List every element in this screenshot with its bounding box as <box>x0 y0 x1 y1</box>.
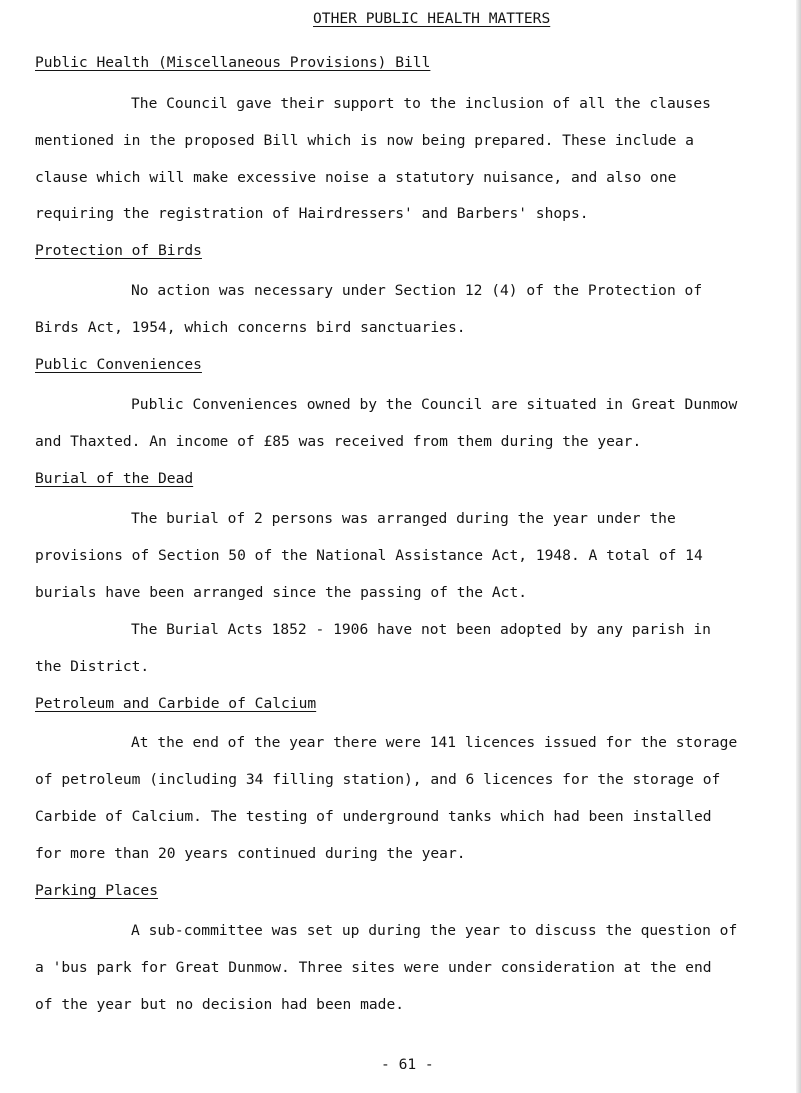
paragraph-line: At the end of the year there were 141 licences issued for the storage <box>131 734 738 751</box>
paragraph-line: A sub-committee was set up during the year to discuss the question of <box>131 922 738 939</box>
page-title: OTHER PUBLIC HEALTH MATTERS <box>313 10 551 27</box>
paragraph-line: The Burial Acts 1852 - 1906 have not been adopted by any parish in <box>131 621 711 638</box>
paragraph-line: Public Conveniences owned by the Council are situated in Great Dunmow <box>131 396 738 413</box>
section-heading-public-conveniences: Public Conveniences <box>35 356 202 373</box>
paragraph-line: The burial of 2 persons was arranged during the year under the <box>131 510 676 527</box>
paragraph-line: a 'bus park for Great Dunmow. Three sites were under consideration at the end <box>35 959 712 976</box>
page-number: - 61 - <box>381 1056 434 1073</box>
section-heading-parking-places: Parking Places <box>35 882 159 899</box>
section-heading-protection-of-birds: Protection of Birds <box>35 242 202 259</box>
paragraph-line: Carbide of Calcium. The testing of underground tanks which had been installed <box>35 808 712 825</box>
section-heading-petroleum-and-carbide: Petroleum and Carbide of Calcium <box>35 695 317 712</box>
section-heading-public-health-bill: Public Health (Miscellaneous Provisions) Bill <box>35 54 431 71</box>
paragraph-line: and Thaxted. An income of £85 was received from them during the year. <box>35 433 642 450</box>
paragraph-line: The Council gave their support to the inclusion of all the clauses <box>131 95 711 112</box>
paragraph-line: of the year but no decision had been made. <box>35 996 405 1013</box>
paragraph-line: clause which will make excessive noise a statutory nuisance, and also one <box>35 169 677 186</box>
paragraph-line: No action was necessary under Section 12 (4) of the Protection of <box>131 282 703 299</box>
paragraph-line: requiring the registration of Hairdressers' and Barbers' shops. <box>35 205 589 222</box>
paragraph-line: provisions of Section 50 of the National Assistance Act, 1948. A total of 14 <box>35 547 703 564</box>
paragraph-line: for more than 20 years continued during the year. <box>35 845 466 862</box>
paragraph-line: mentioned in the proposed Bill which is now being prepared. These include a <box>35 132 694 149</box>
paragraph-line: the District. <box>35 658 150 675</box>
scan-edge <box>796 0 801 1093</box>
paragraph-line: burials have been arranged since the passing of the Act. <box>35 584 528 601</box>
paragraph-line: of petroleum (including 34 filling station), and 6 licences for the storage of <box>35 771 721 788</box>
paragraph-line: Birds Act, 1954, which concerns bird sanctuaries. <box>35 319 466 336</box>
section-heading-burial-of-the-dead: Burial of the Dead <box>35 470 194 487</box>
